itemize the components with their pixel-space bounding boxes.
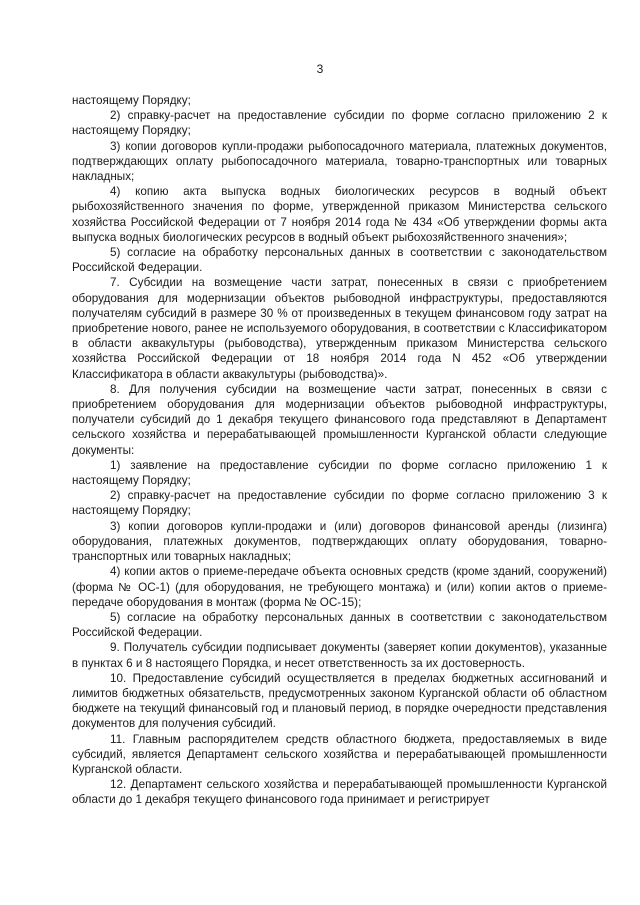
page-number: 3 <box>316 62 324 76</box>
paragraph: 3) копии договоров купли-продажи рыбопосадочного материала, платежных документов, подтверждающих оплату рыбопосадочного материала, товарно-транспортных или товарных накладных; <box>72 139 607 184</box>
paragraph: 2) справку-расчет на предоставление субсидии по форме согласно приложению 2 к настоящему Порядку; <box>72 109 607 138</box>
paragraph: 2) справку-расчет на предоставление субсидии по форме согласно приложению 3 к настоящему Порядку; <box>72 489 607 518</box>
paragraph: 11. Главным распорядителем средств областного бюджета, предоставляемых в виде субсидий, является Департамент сельского хозяйства и перерабатывающей промышленности Курганской области. <box>72 732 607 776</box>
paragraph: 4) копии актов о приеме-передаче объекта основных средств (кроме зданий, сооружений) (форма № ОС-1) (для оборудования, не требующего монтажа) и (или) копии актов о приеме-передаче оборудования в монтаж (форма № ОС-15); <box>72 565 607 609</box>
paragraph: 12. Департамент сельского хозяйства и перерабатывающей промышленности Курганской области до 1 декабря текущего финансового года принимает и регистрирует <box>72 778 607 807</box>
paragraph: 5) согласие на обработку персональных данных в соответствии с законодательством Российской Федерации. <box>72 610 607 640</box>
paragraph: 10. Предоставление субсидий осуществляется в пределах бюджетных ассигнований и лимитов бюджетных обязательств, предусмотренных законом Курганской области об областном бюджете на текущий финансовый год и плановый период, в порядке очередности представления документов для получения субсидий. <box>72 671 607 731</box>
paragraph: 5) согласие на обработку персональных данных в соответствии с законодательством Российской Федерации. <box>72 246 607 275</box>
paragraph: 8. Для получения субсидии на возмещение части затрат, понесенных в связи с приобретением оборудования для модернизации объектов рыбоводной инфраструктуры, получатели субсидий до 1 декабря текущего финансового года представляют в Департамент сельского хозяйства и перерабатывающей промышленности Курганской области следующие документы: <box>72 382 607 457</box>
paragraph: 1) заявление на предоставление субсидии по форме согласно приложению 1 к настоящему Порядку; <box>72 458 607 488</box>
paragraph: 9. Получатель субсидии подписывает документы (заверяет копии документов), указанные в пунктах 6 и 8 настоящего Порядка, и несет ответственность за их достоверность. <box>72 641 607 670</box>
document-body <box>72 93 607 808</box>
paragraph: 4) копию акта выпуска водных биологических ресурсов в водный объект рыбохозяйственного значения по форме, утвержденной приказом Министерства сельского хозяйства Российской Федерации от 7 ноября 2014 года № 434 «Об утверждении формы акта выпуска водных биологических ресурсов в водный объект рыбохозяйственного значения»; <box>72 185 607 244</box>
paragraph: 3) копии договоров купли-продажи и (или) договоров финансовой аренды (лизинга) оборудования, платежных документов, подтверждающих оплату оборудования, товарно-транспортных или товарных накладных; <box>72 519 607 564</box>
paragraph: 7. Субсидии на возмещение части затрат, понесенных в связи с приобретением оборудования для модернизации объектов рыбоводной инфраструктуры, предоставляются получателям субсидий в размере 30 % от произведенных в текущем финансовом году затрат на приобретение нового, ранее не используемого оборудования, в соответствии с Классификатором в области аквакультуры (рыбоводства), утвержденным приказом Министерства сельского хозяйства Российской Федерации от 18 ноября 2014 года N 452 «Об утверждении Классификатора в области аквакультуры (рыбоводства)». <box>72 276 607 381</box>
paragraph: настоящему Порядку; <box>72 94 191 107</box>
